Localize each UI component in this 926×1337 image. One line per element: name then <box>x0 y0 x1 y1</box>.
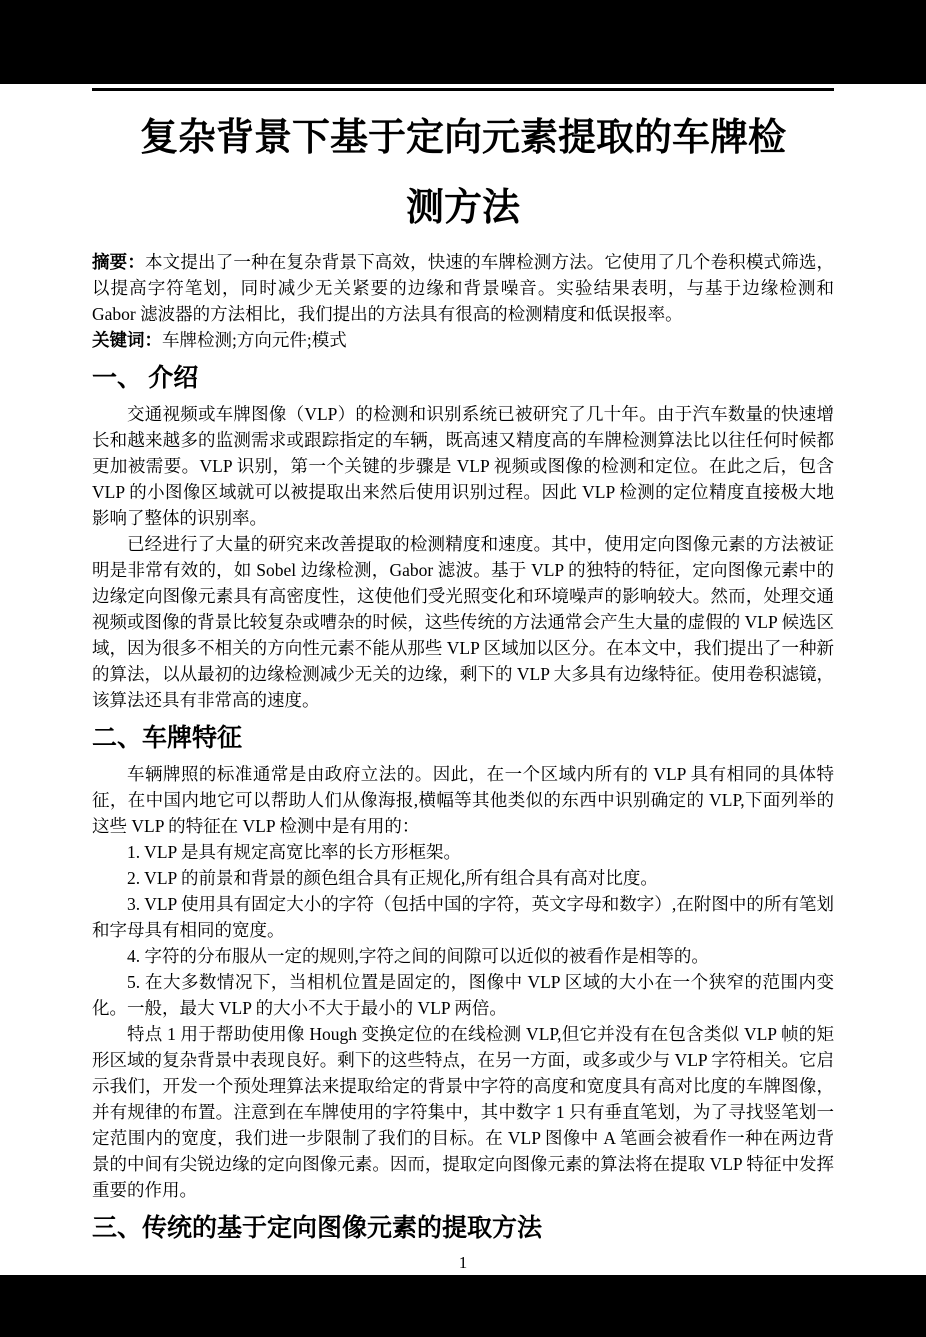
section-3-heading: 三、传统的基于定向图像元素的提取方法 <box>92 1215 543 1242</box>
list-item: 2. VLP 的前景和背景的颜色组合具有正规化,所有组合具有高对比度。 <box>127 868 658 888</box>
keywords-text: 车牌检测;方向元件;模式 <box>162 330 347 350</box>
top-black-bar <box>0 0 926 84</box>
paper-title <box>92 103 834 243</box>
abstract-label: 摘要： <box>92 252 146 272</box>
paragraph: 交通视频或车牌图像（VLP）的检测和识别系统已被研究了几十年。由于汽车数量的快速增长和越来越多的监测需求或跟踪指定的车辆，既高速又精度高的车牌检测算法比以往任何时候都更加被需要。VLP 识别，第一个关键的步骤是 VLP 视频或图像的检测和定位。在此之后，包含 VLP 的小图像区域就可以被提取出来然后使用识别过程。因此 VLP 检测的定位精度直接极大地影响了整体的识别率。 <box>92 404 834 528</box>
abstract <box>92 249 834 327</box>
paragraph: 已经进行了大量的研究来改善提取的检测精度和速度。其中，使用定向图像元素的方法被证明是非常有效的，如 Sobel 边缘检测，Gabor 滤波。基于 VLP 的独特的特征，定向图像元素中的边缘定向图像元素具有高密度性，这使他们受光照变化和环境噪声的影响较大。然而，处理交通视频或图像的背景比较复杂或嘈杂的时候，这些传统的方法通常会产生大量的虚假的 VLP 候选区域，因为很多不相关的方向性元素不能从那些 VLP 区域加以区分。在本文中，我们提出了一种新的算法，以从最初的边缘检测减少无关的边缘，剩下的 VLP 大多具有边缘特征。使用卷积滤镜，该算法还具有非常高的速度。 <box>92 534 834 710</box>
section-1-heading: 一、 介绍 <box>92 365 199 392</box>
list-item: 4. 字符的分布服从一定的规则,字符之间的间隙可以近似的被看作是相等的。 <box>127 946 709 966</box>
list-item: 3. VLP 使用具有固定大小的字符（包括中国的字符，英文字母和数字）,在附图中的所有笔划和字母具有相同的宽度。 <box>92 894 834 940</box>
list-item: 1. VLP 是具有规定高宽比率的长方形框架。 <box>127 842 461 862</box>
bottom-black-bar <box>0 1275 926 1337</box>
page-number: 1 <box>458 1253 468 1272</box>
paper-title-line2: 测方法 <box>405 187 520 229</box>
paragraph: 特点 1 用于帮助使用像 Hough 变换定位的在线检测 VLP,但它并没有在包含类似 VLP 帧的矩形区域的复杂背景中表现良好。剩下的这些特点，在另一方面，或多或少与 VLP 字符相关。它启示我们，开发一个预处理算法来提取给定的背景中字符的高度和宽度具有高对比度的车牌图像，并有规律的布置。注意到在车牌使用的字符集中，其中数字 1 只有垂直笔划，为了寻找竖笔划一定范围内的宽度，我们进一步限制了我们的目标。在 VLP 图像中 A 笔画会被看作一种在两边背景的中间有尖锐边缘的定向图像元素。因而，提取定向图像元素的算法将在提取 VLP 特征中发挥重要的作用。 <box>92 1024 834 1200</box>
section-2-heading: 二、车牌特征 <box>92 725 243 752</box>
abstract-text: 本文提出了一种在复杂背景下高效，快速的车牌检测方法。它使用了几个卷积模式筛选，以提高字符笔划，同时减少无关紧要的边缘和背景噪音。实验结果表明，与基于边缘检测和 Gabor 滤波器的方法相比，我们提出的方法具有很高的检测精度和低误报率。 <box>92 252 835 324</box>
page-body <box>0 84 926 1275</box>
paper-title-line1: 复杂背景下基于定向元素提取的车牌检 <box>139 117 786 159</box>
keywords <box>92 327 834 353</box>
list-item: 5. 在大多数情况下，当相机位置是固定的，图像中 VLP 区域的大小在一个狭窄的范围内变化。一般，最大 VLP 的大小不大于最小的 VLP 两倍。 <box>92 972 834 1018</box>
paragraph: 车辆牌照的标准通常是由政府立法的。因此，在一个区域内所有的 VLP 具有相同的具体特征，在中国内地它可以帮助人们从像海报,横幅等其他类似的东西中识别确定的 VLP,下面列举的这些 VLP 的特征在 VLP 检测中是有用的： <box>92 764 834 836</box>
header-rule <box>92 88 834 91</box>
keywords-label: 关键词： <box>92 330 162 350</box>
